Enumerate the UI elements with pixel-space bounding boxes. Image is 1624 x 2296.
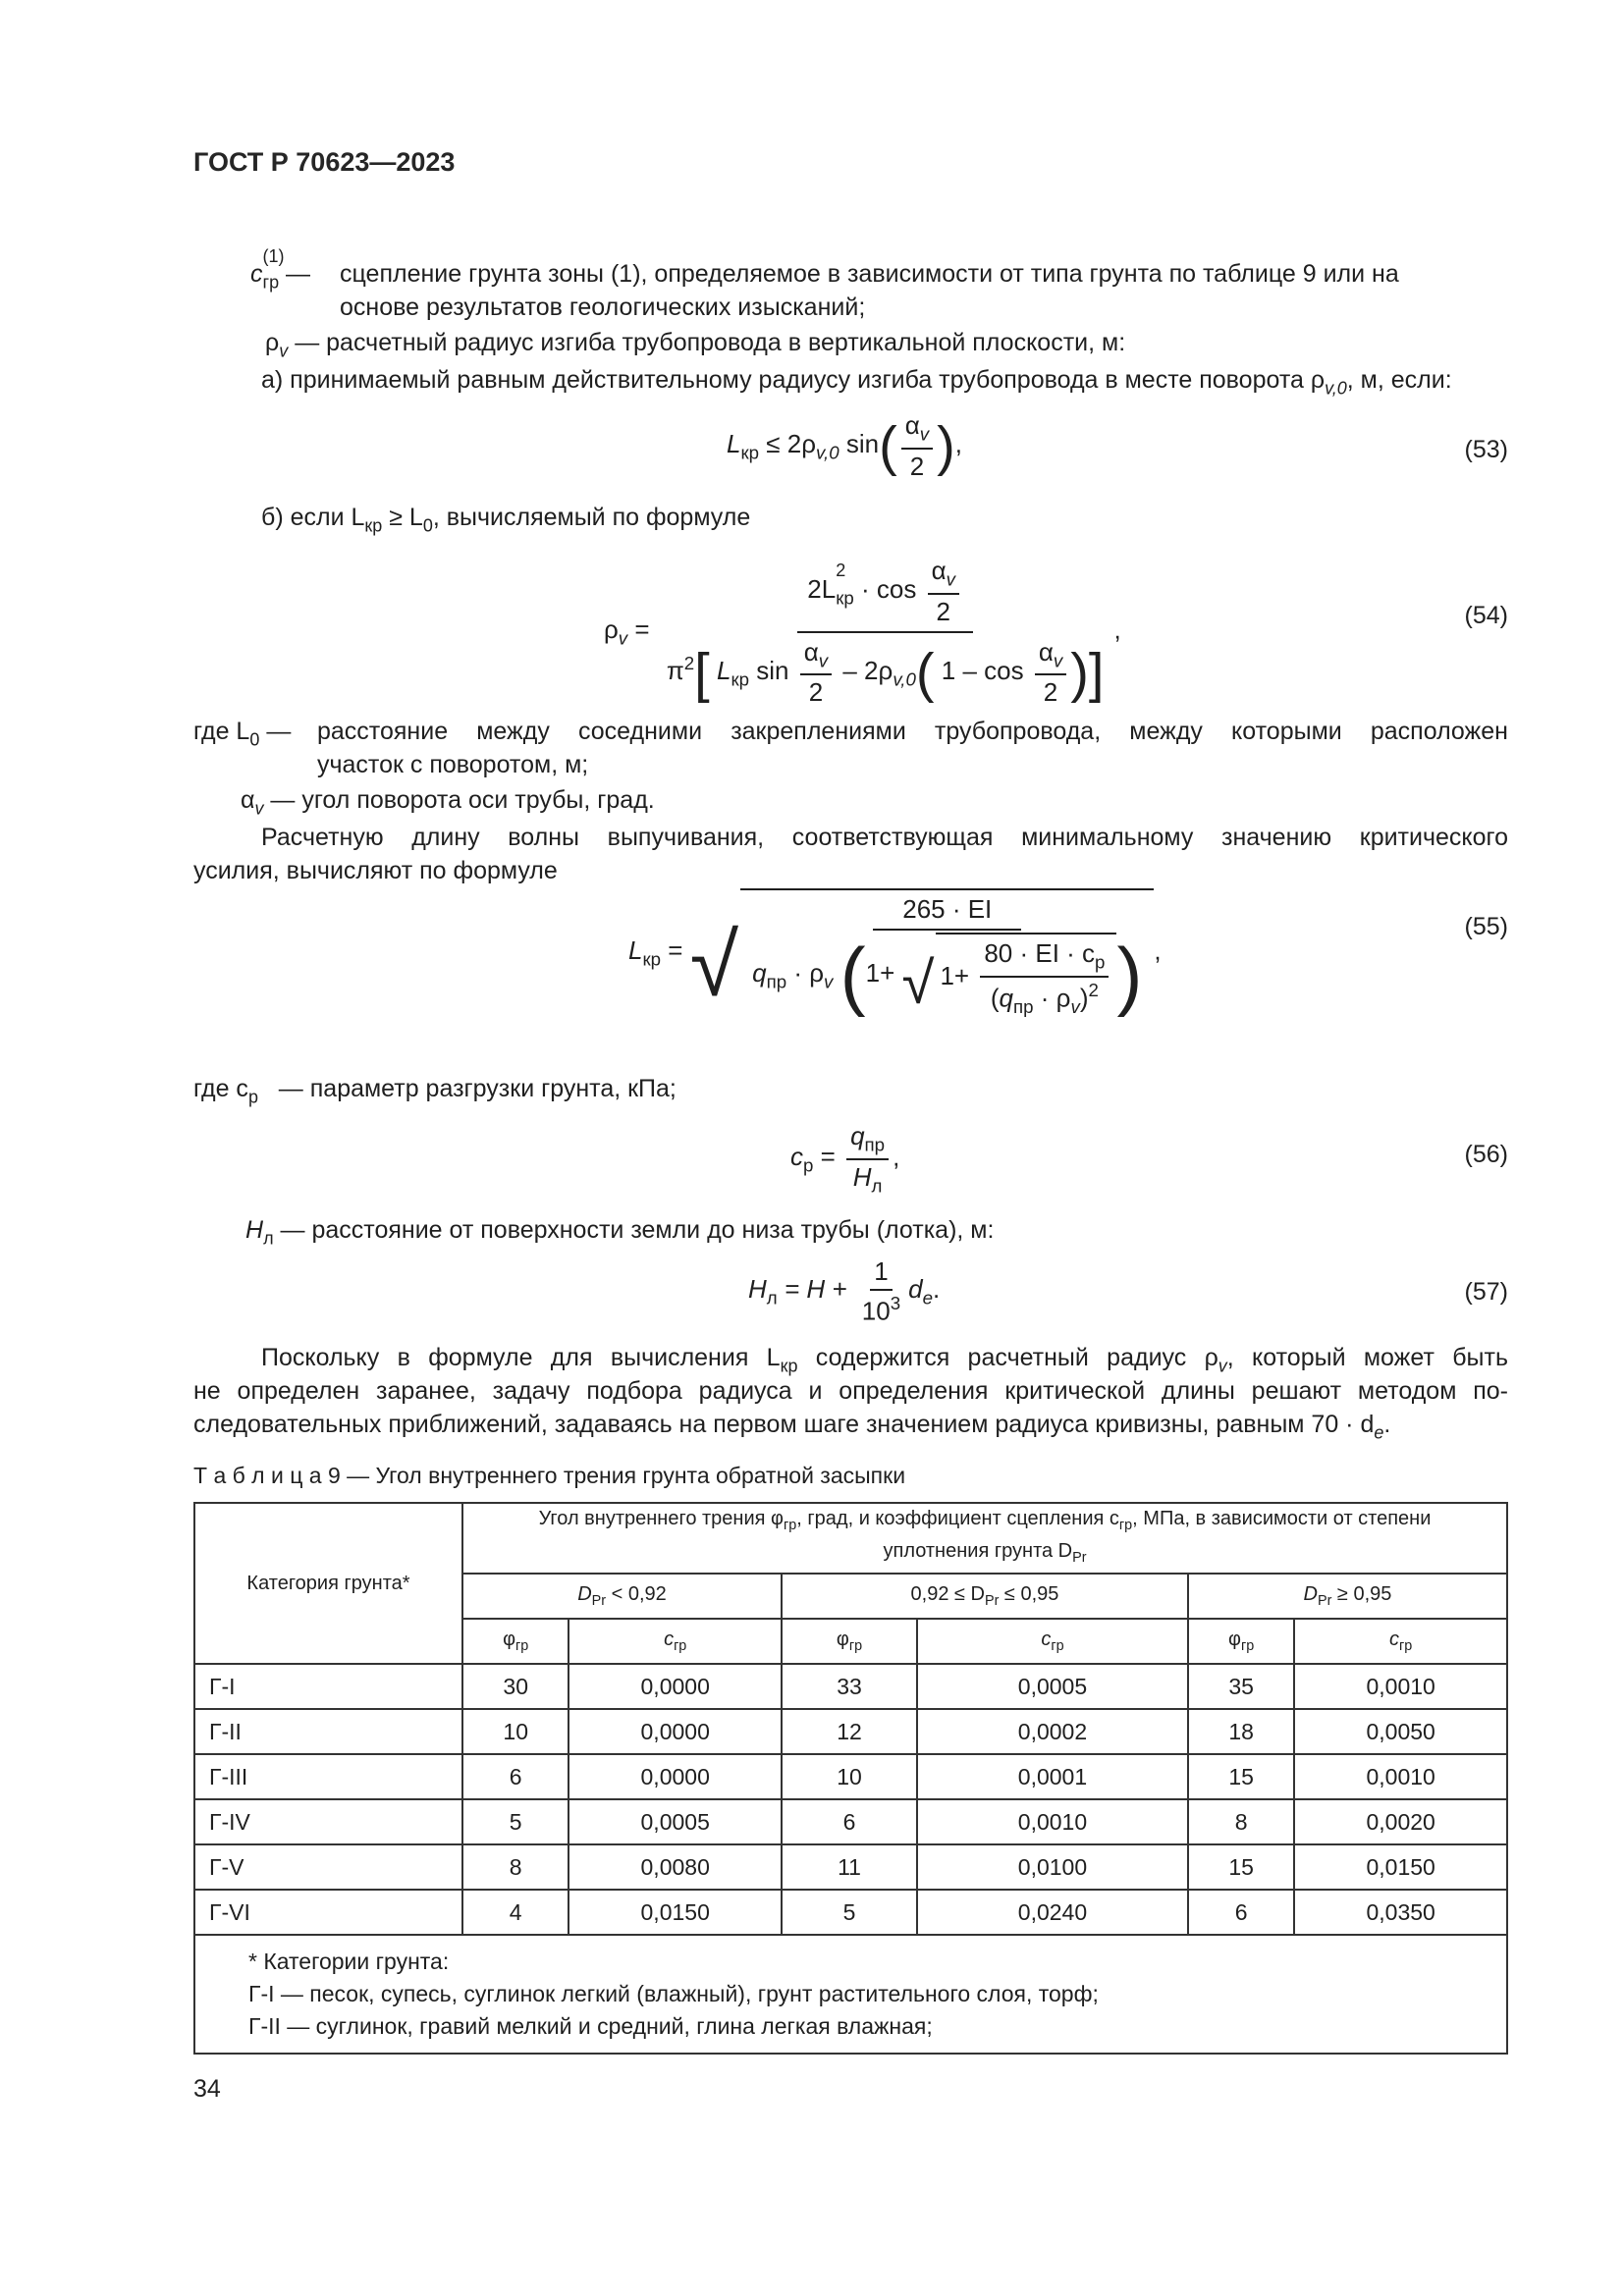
- cell: 10: [782, 1754, 917, 1799]
- eq-number-55: (55): [1464, 913, 1508, 940]
- row-category: Г-V: [194, 1844, 462, 1890]
- para1-line1: Расчетную длину волны выпучивания, соответствующая минимальному значению критического: [261, 824, 1508, 851]
- table-caption: Т а б л и ц а 9 — Угол внутреннего трения грунта обратной засыпки: [193, 1463, 906, 1488]
- cell: 6: [1188, 1890, 1294, 1935]
- para2-line2: не определен заранее, задачу подбора радиуса и определения критической длины решают методом по-: [193, 1377, 1508, 1405]
- table-footnote-row: [194, 1935, 1507, 2054]
- cell: 18: [1188, 1709, 1294, 1754]
- row-category: Г-VI: [194, 1890, 462, 1935]
- row-category: Г-II: [194, 1709, 462, 1754]
- formula-56: $c_р$ = $\frac{q_{пр}}{H_л}$ ,: [790, 1121, 900, 1197]
- para1-line2: усилия, вычисляют по формуле: [193, 857, 558, 884]
- eq-number-56: (56): [1464, 1141, 1508, 1168]
- cell: 35: [1188, 1664, 1294, 1709]
- density-high: $D_{Pr} \ge 0,95$: [1188, 1574, 1507, 1619]
- formula-53: $L_{кр} \le 2\rho_{v,0}$ sin( $\frac{\alpha_v}{2}$ ),: [727, 410, 963, 481]
- cell: 0,0010: [1294, 1754, 1507, 1799]
- formula-54: $\rho_v$ = $2L_{кр}$ 2 · cos $\frac{\alpha_v}{2}$ $\pi^2$[ $L_{кр}$ sin $\frac{\alpha_v}{2}$ – $2\rho_{v,0}$( 1 – cos $\frac{\alpha_v}{2}$ )] ,: [604, 556, 1121, 708]
- document-header: ГОСТ Р 70623—2023: [193, 147, 456, 177]
- formula-57: $H_л = H$ + $\frac{1}{10^3}$ $d_e$.: [748, 1256, 941, 1326]
- param-phi: $\varphi_{гр}$: [782, 1619, 917, 1664]
- cell: 33: [782, 1664, 917, 1709]
- def-H-l: $H_л$ — расстояние от поверхности земли до низа трубы (лотка), м:: [245, 1216, 995, 1249]
- cell: 0,0002: [917, 1709, 1188, 1754]
- item-a: а) принимаемый равным действительному радиусу изгиба трубопровода в месте поворота $\rho_{v,0}$, м, если:: [261, 366, 1452, 399]
- cell: 0,0000: [568, 1709, 782, 1754]
- cell: 0,0350: [1294, 1890, 1507, 1935]
- table-row: [194, 1709, 1507, 1754]
- def-c-gr: $c_{гр}$ (1) —: [250, 246, 311, 293]
- param-phi: $\varphi_{гр}$: [462, 1619, 568, 1664]
- param-c: $c_{гр}$: [568, 1619, 782, 1664]
- cell: 0,0100: [917, 1844, 1188, 1890]
- cell: 15: [1188, 1754, 1294, 1799]
- eq-number-54: (54): [1464, 602, 1508, 629]
- cell: 6: [462, 1754, 568, 1799]
- soil-friction-table: [193, 1502, 1508, 2055]
- def-c-gr-text1: сцепление грунта зоны (1), определяемое в зависимости от типа грунта по таблице 9 или на: [340, 260, 1399, 288]
- def-L0-text1: расстояние между соседними закреплениями трубопровода, между которыми расположен: [317, 718, 1508, 745]
- page-number: 34: [193, 2075, 221, 2103]
- param-c: $c_{гр}$: [1294, 1619, 1507, 1664]
- table-row: [194, 1890, 1507, 1935]
- table-row: [194, 1664, 1507, 1709]
- cell: 5: [782, 1890, 917, 1935]
- cell: 0,0150: [568, 1890, 782, 1935]
- cell: 4: [462, 1890, 568, 1935]
- cell: 0,0050: [1294, 1709, 1507, 1754]
- row-category: Г-IV: [194, 1799, 462, 1844]
- header-group: Угол внутреннего трения $\varphi_{гр}$, град, и коэффициент сцепления $c_{гр}$, МПа, в зависимости от степени уплотнения грунта $D_{Pr}$: [462, 1503, 1507, 1574]
- footnote-line: Г-I — песок, супесь, суглинок легкий (влажный), грунт растительного слоя, торф;: [248, 1981, 1099, 2006]
- def-alpha-v: $\alpha_v$ — угол поворота оси трубы, град.: [241, 786, 655, 819]
- footnote-line: Г-II — суглинок, гравий мелкий и средний, глина легкая влажная;: [248, 2013, 933, 2039]
- cell: 30: [462, 1664, 568, 1709]
- cell: 0,0020: [1294, 1799, 1507, 1844]
- cell: 12: [782, 1709, 917, 1754]
- def-c-p: где $c_р$ — параметр разгрузки грунта, кПа;: [193, 1075, 677, 1107]
- table-row: [194, 1844, 1507, 1890]
- cell: 6: [782, 1799, 917, 1844]
- row-category: Г-III: [194, 1754, 462, 1799]
- table-row: [194, 1754, 1507, 1799]
- cell: 0,0000: [568, 1754, 782, 1799]
- table-row: [194, 1799, 1507, 1844]
- cell: 0,0000: [568, 1664, 782, 1709]
- cell: 8: [462, 1844, 568, 1890]
- cell: 0,0150: [1294, 1844, 1507, 1890]
- param-c: $c_{гр}$: [917, 1619, 1188, 1664]
- density-low: $D_{Pr} < 0,92$: [462, 1574, 782, 1619]
- para2-line1: Поскольку в формуле для вычисления $L_{кр}$ содержится расчетный радиус $\rho_v$, который может быть: [261, 1344, 1508, 1376]
- item-b: б) если $L_{кр} \ge L_0$, вычисляемый по формуле: [261, 504, 751, 536]
- def-c-gr-text2: основе результатов геологических изысканий;: [340, 294, 866, 321]
- cell: 5: [462, 1799, 568, 1844]
- def-rho-v: $\rho_v$ — расчетный радиус изгиба трубопровода в вертикальной плоскости, м:: [265, 329, 1126, 361]
- def-L0-text2: участок с поворотом, м;: [317, 751, 589, 778]
- cell: 8: [1188, 1799, 1294, 1844]
- header-category: Категория грунта*: [194, 1503, 462, 1664]
- para2-line3: следовательных приближений, задаваясь на первом шаге значением радиуса кривизны, равным $70 \cdot d_e$.: [193, 1411, 1391, 1443]
- cell: 11: [782, 1844, 917, 1890]
- cell: 0,0005: [917, 1664, 1188, 1709]
- cell: 0,0005: [568, 1799, 782, 1844]
- def-L0-label: где $L_0$ —: [193, 718, 292, 750]
- cell: 0,0010: [917, 1799, 1188, 1844]
- cell: 0,0240: [917, 1890, 1188, 1935]
- row-category: Г-I: [194, 1664, 462, 1709]
- table-footnote: [194, 1935, 1507, 2054]
- footnote-line: * Категории грунта:: [248, 1949, 450, 1974]
- cell: 0,0080: [568, 1844, 782, 1890]
- cell: 0,0010: [1294, 1664, 1507, 1709]
- cell: 0,0001: [917, 1754, 1188, 1799]
- param-phi: $\varphi_{гр}$: [1188, 1619, 1294, 1664]
- formula-55: $L_{кр}$ = √ 265 · EI $q_{пр} \cdot \rho_v$ (1+ √ 1+ $\frac{80 \cdot EI \cdot c_р}{(q_{пр} \cdot \rho_v)^2}$ ) ,: [628, 888, 1162, 1017]
- cell: 10: [462, 1709, 568, 1754]
- table-header-row: [194, 1503, 1507, 1574]
- cell: 15: [1188, 1844, 1294, 1890]
- density-mid: $0,92 \le D_{Pr} \le 0,95$: [782, 1574, 1188, 1619]
- eq-number-53: (53): [1464, 436, 1508, 463]
- eq-number-57: (57): [1464, 1278, 1508, 1306]
